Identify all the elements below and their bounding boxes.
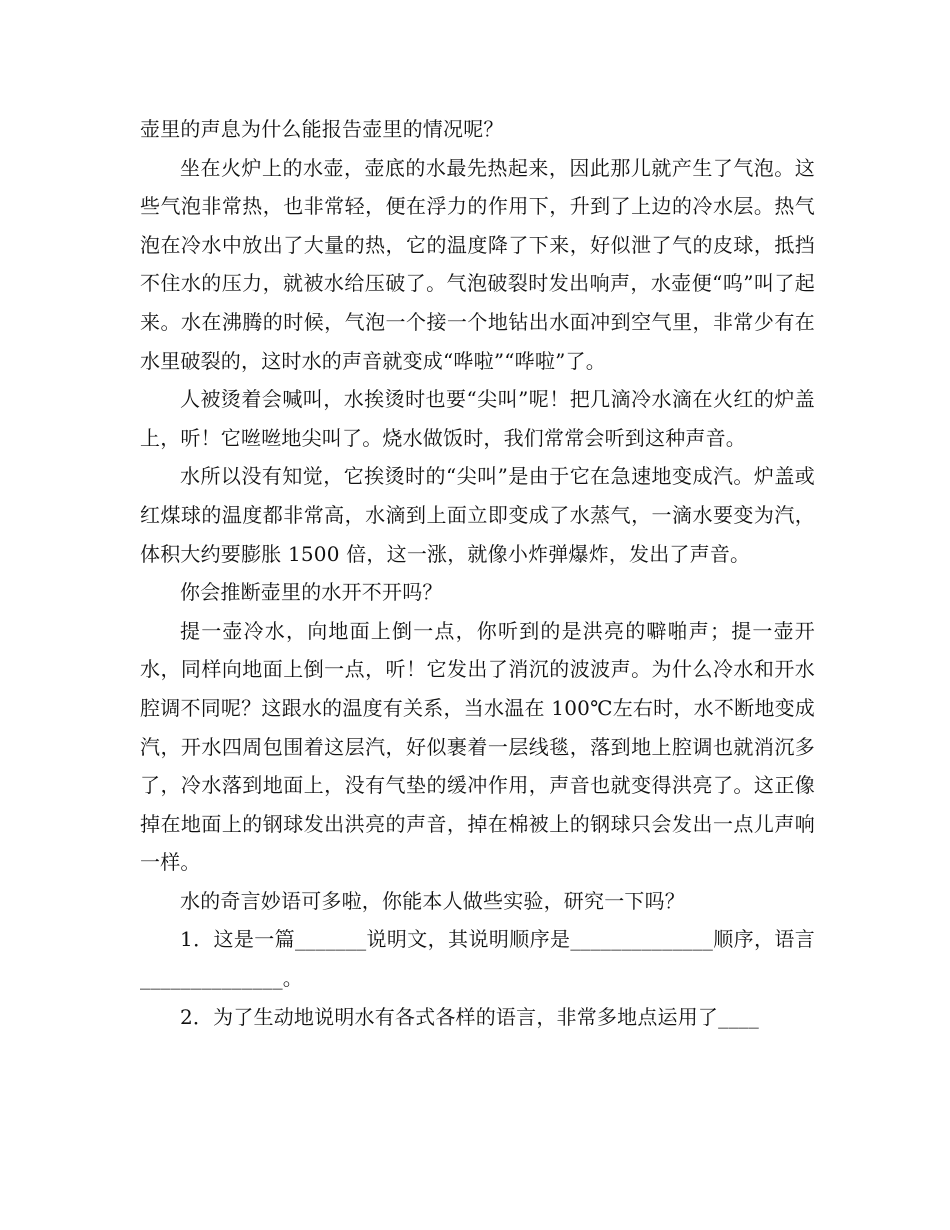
paragraph-cold-hot-water: 提一壶冷水，向地面上倒一点，你听到的是洪亮的噼啪声；提一壶开水，同样向地面上倒一点，听！它发出了消沉的波波声。为什么冷水和开水腔调不同呢？这跟水的温度有关系，当水温在 100℃左右时，水不断地变成汽，开水四周包围着这层汽，好似裹着一层线毯，落到地上腔调也就消沉多了，冷水落到地面上，没有气垫的缓冲作用，声音也就变得洪亮了。这正像掉在地面上的钢球发出洪亮的声音，掉在棉被上的钢球只会发出一点儿声响一样。 [140,618,815,875]
paragraph-question-continued: 壶里的声息为什么能报告壶里的情况呢？ [140,117,504,141]
paragraph-experiment-invite: 水的奇言妙语可多啦，你能本人做些实验，研究一下吗？ [180,888,685,913]
paragraph-boiling-question: 你会推断壶里的水开不开吗？ [180,580,443,605]
paragraph-steam-explanation: 水所以没有知觉，它挨烫时的“尖叫”是由于它在急速地变成汽。炉盖或红煤球的温度都非常高，水滴到上面立即变成了水蒸气，一滴水要变为汽，体积大约要膨胀 1500 倍，这一涨，就像小炸弹爆炸，发出了声音。 [140,464,815,566]
question-1: 1．这是一篇_______说明文，其说明顺序是______________顺序，语言______________。 [140,927,815,991]
document-body [140,110,815,1036]
question-2: 2．为了生动地说明水有各式各样的语言，非常多地点运用了____ [180,1004,759,1029]
paragraph-kettle-bubbles: 坐在火炉上的水壶，壶底的水最先热起来，因此那儿就产生了气泡。这些气泡非常热，也非常轻，便在浮力的作用下，升到了上边的冷水层。热气泡在冷水中放出了大量的热，它的温度降了下来，好似泄了气的皮球，抵挡不住水的压力，就被水给压破了。气泡破裂时发出响声，水壶便“呜”叫了起来。水在沸腾的时候，气泡一个接一个地钻出水面冲到空气里，非常少有在水里破裂的，这时水的声音就变成“哗啦”“哗啦”了。 [140,155,815,373]
paragraph-water-scream: 人被烫着会喊叫，水挨烫时也要“尖叫”呢！把几滴冷水滴在火红的炉盖上，听！它咝咝地尖叫了。烧水做饭时，我们常常会听到这种声音。 [140,387,815,450]
